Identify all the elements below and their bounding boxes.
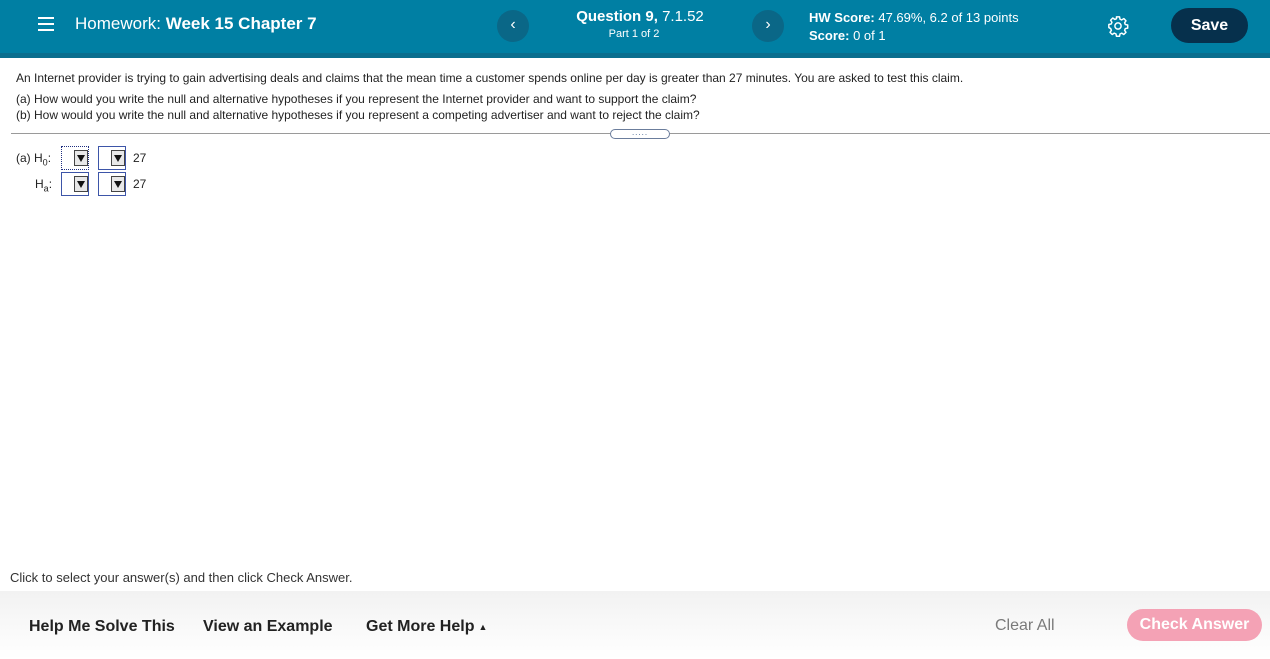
chevron-down-icon [74,150,88,166]
alternative-hypothesis-subscript: a [43,183,49,194]
next-question-button[interactable]: › [752,10,784,42]
instruction-text: Click to select your answer(s) and then click Check Answer. [10,570,353,585]
homework-title-name: Week 15 Chapter 7 [165,14,317,33]
homework-title-prefix: Homework: [75,14,161,33]
score-value: 0 of 1 [853,28,886,43]
question-id: 7.1.52 [662,8,704,25]
chevron-down-icon [74,176,88,192]
question-text [16,70,1246,123]
alternative-hypothesis-label [35,177,52,193]
h0-parameter-dropdown[interactable] [61,146,89,170]
help-me-solve-button[interactable]: Help Me Solve This [29,618,175,635]
hw-score [809,10,1019,25]
question-part-b: (b) How would you write the null and alternative hypotheses if you represent a competing advertiser and want to reject the claim? [16,108,700,122]
ha-parameter-dropdown[interactable] [61,172,89,196]
null-hypothesis-label [16,151,51,167]
question-title [540,8,740,25]
question-part-a: (a) How would you write the null and alternative hypotheses if you represent the Internet provider and want to support the claim? [16,92,697,106]
check-answer-button[interactable]: Check Answer [1127,609,1262,641]
get-more-help-button[interactable] [366,618,487,636]
question-label: Question 9, [576,8,658,25]
previous-question-button[interactable]: ‹ [497,10,529,42]
caret-up-icon: ▲ [478,621,488,632]
score-label: Score: [809,28,850,43]
null-hypothesis-subscript: 0 [42,157,48,168]
gear-icon[interactable] [1107,15,1129,37]
get-more-help-label: Get More Help [366,618,475,635]
chevron-down-icon [111,176,125,192]
chevron-down-icon [111,150,125,166]
alternative-hypothesis-colon: : [48,177,53,191]
h0-value: 27 [133,151,147,165]
save-button[interactable]: Save [1171,8,1248,43]
header-bar [0,0,1270,58]
question-part: Part 1 of 2 [608,28,660,40]
null-hypothesis-prefix: (a) H [16,151,43,165]
footer-bar [0,591,1270,659]
question-intro: An Internet provider is trying to gain advertising deals and claims that the mean time a customer spends online per day is greater than 27 minutes. You are asked to test this claim. [16,71,964,85]
hw-score-label: HW Score: [809,10,875,25]
hw-score-value: 47.69%, 6.2 of 13 points [878,10,1019,25]
expand-handle[interactable]: ..... [610,129,670,139]
homework-title [75,14,317,34]
question-score [809,28,886,43]
alternative-hypothesis-prefix: H [35,177,44,191]
view-example-button[interactable]: View an Example [203,618,333,635]
h0-relation-dropdown[interactable] [98,146,126,170]
null-hypothesis-colon: : [47,151,52,165]
ha-value: 27 [133,177,147,191]
clear-all-button[interactable]: Clear All [995,617,1055,634]
ha-relation-dropdown[interactable] [98,172,126,196]
menu-icon[interactable] [38,17,54,31]
